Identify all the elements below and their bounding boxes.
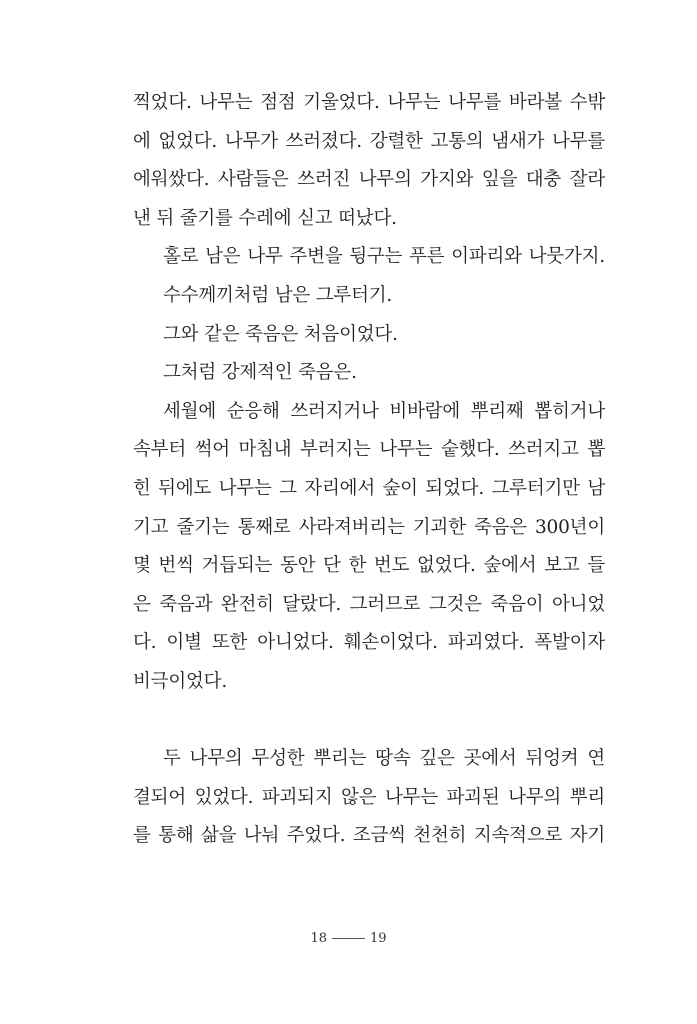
page-number-left: 18 [310, 931, 327, 946]
text-line: 비극이었다. [133, 670, 228, 692]
text-line: 다. 이별 또한 아니었다. 훼손이었다. 파괴였다. 폭발이자 [133, 632, 605, 654]
text-line: 힌 뒤에도 나무는 그 자리에서 숲이 되었다. 그루터기만 남 [133, 477, 605, 499]
text-line: 수수께끼처럼 남은 그루터기. [163, 284, 393, 306]
text-line: 찍었다. 나무는 점점 기울었다. 나무는 나무를 바라볼 수밖 [133, 92, 605, 113]
text-line: 속부터 썩어 마침내 부러지는 나무는 숱했다. 쓰러지고 뽑 [133, 439, 605, 461]
page-number-right: 19 [370, 931, 387, 946]
text-line: 기고 줄기는 통째로 사라져버리는 기괴한 죽음은 300년이 [133, 516, 605, 538]
page-numbers [0, 931, 697, 946]
text-line: 에워쌌다. 사람들은 쓰러진 나무의 가지와 잎을 대충 잘라 [133, 169, 605, 191]
text-line: 에 없었다. 나무가 쓰러졌다. 강렬한 고통의 냄새가 나무를 [133, 130, 605, 152]
folio-divider [332, 938, 365, 939]
text-line: 를 통해 삶을 나눠 주었다. 조금씩 천천히 지속적으로 자기 [133, 825, 605, 847]
blank-line [133, 702, 605, 741]
text-line: 그와 같은 죽음은 처음이었다. [163, 323, 398, 345]
text-line: 두 나무의 무성한 뿌리는 땅속 깊은 곳에서 뒤엉켜 연 [163, 748, 605, 770]
text-line: 세월에 순응해 쓰러지거나 비바람에 뿌리째 뽑히거나 [163, 400, 605, 422]
text-line: 그처럼 강제적인 죽음은. [163, 362, 357, 384]
text-line: 홀로 남은 나무 주변을 뒹구는 푸른 이파리와 나뭇가지. [163, 246, 605, 268]
text-line: 은 죽음과 완전히 달랐다. 그러므로 그것은 죽음이 아니었 [133, 593, 605, 615]
text-line: 몇 번씩 거듭되는 동안 단 한 번도 없었다. 숲에서 보고 들 [133, 555, 605, 577]
text-line: 결되어 있었다. 파괴되지 않은 나무는 파괴된 나무의 뿌리 [133, 786, 605, 808]
text-line: 낸 뒤 줄기를 수레에 싣고 떠났다. [133, 207, 397, 229]
body-text [133, 84, 605, 856]
